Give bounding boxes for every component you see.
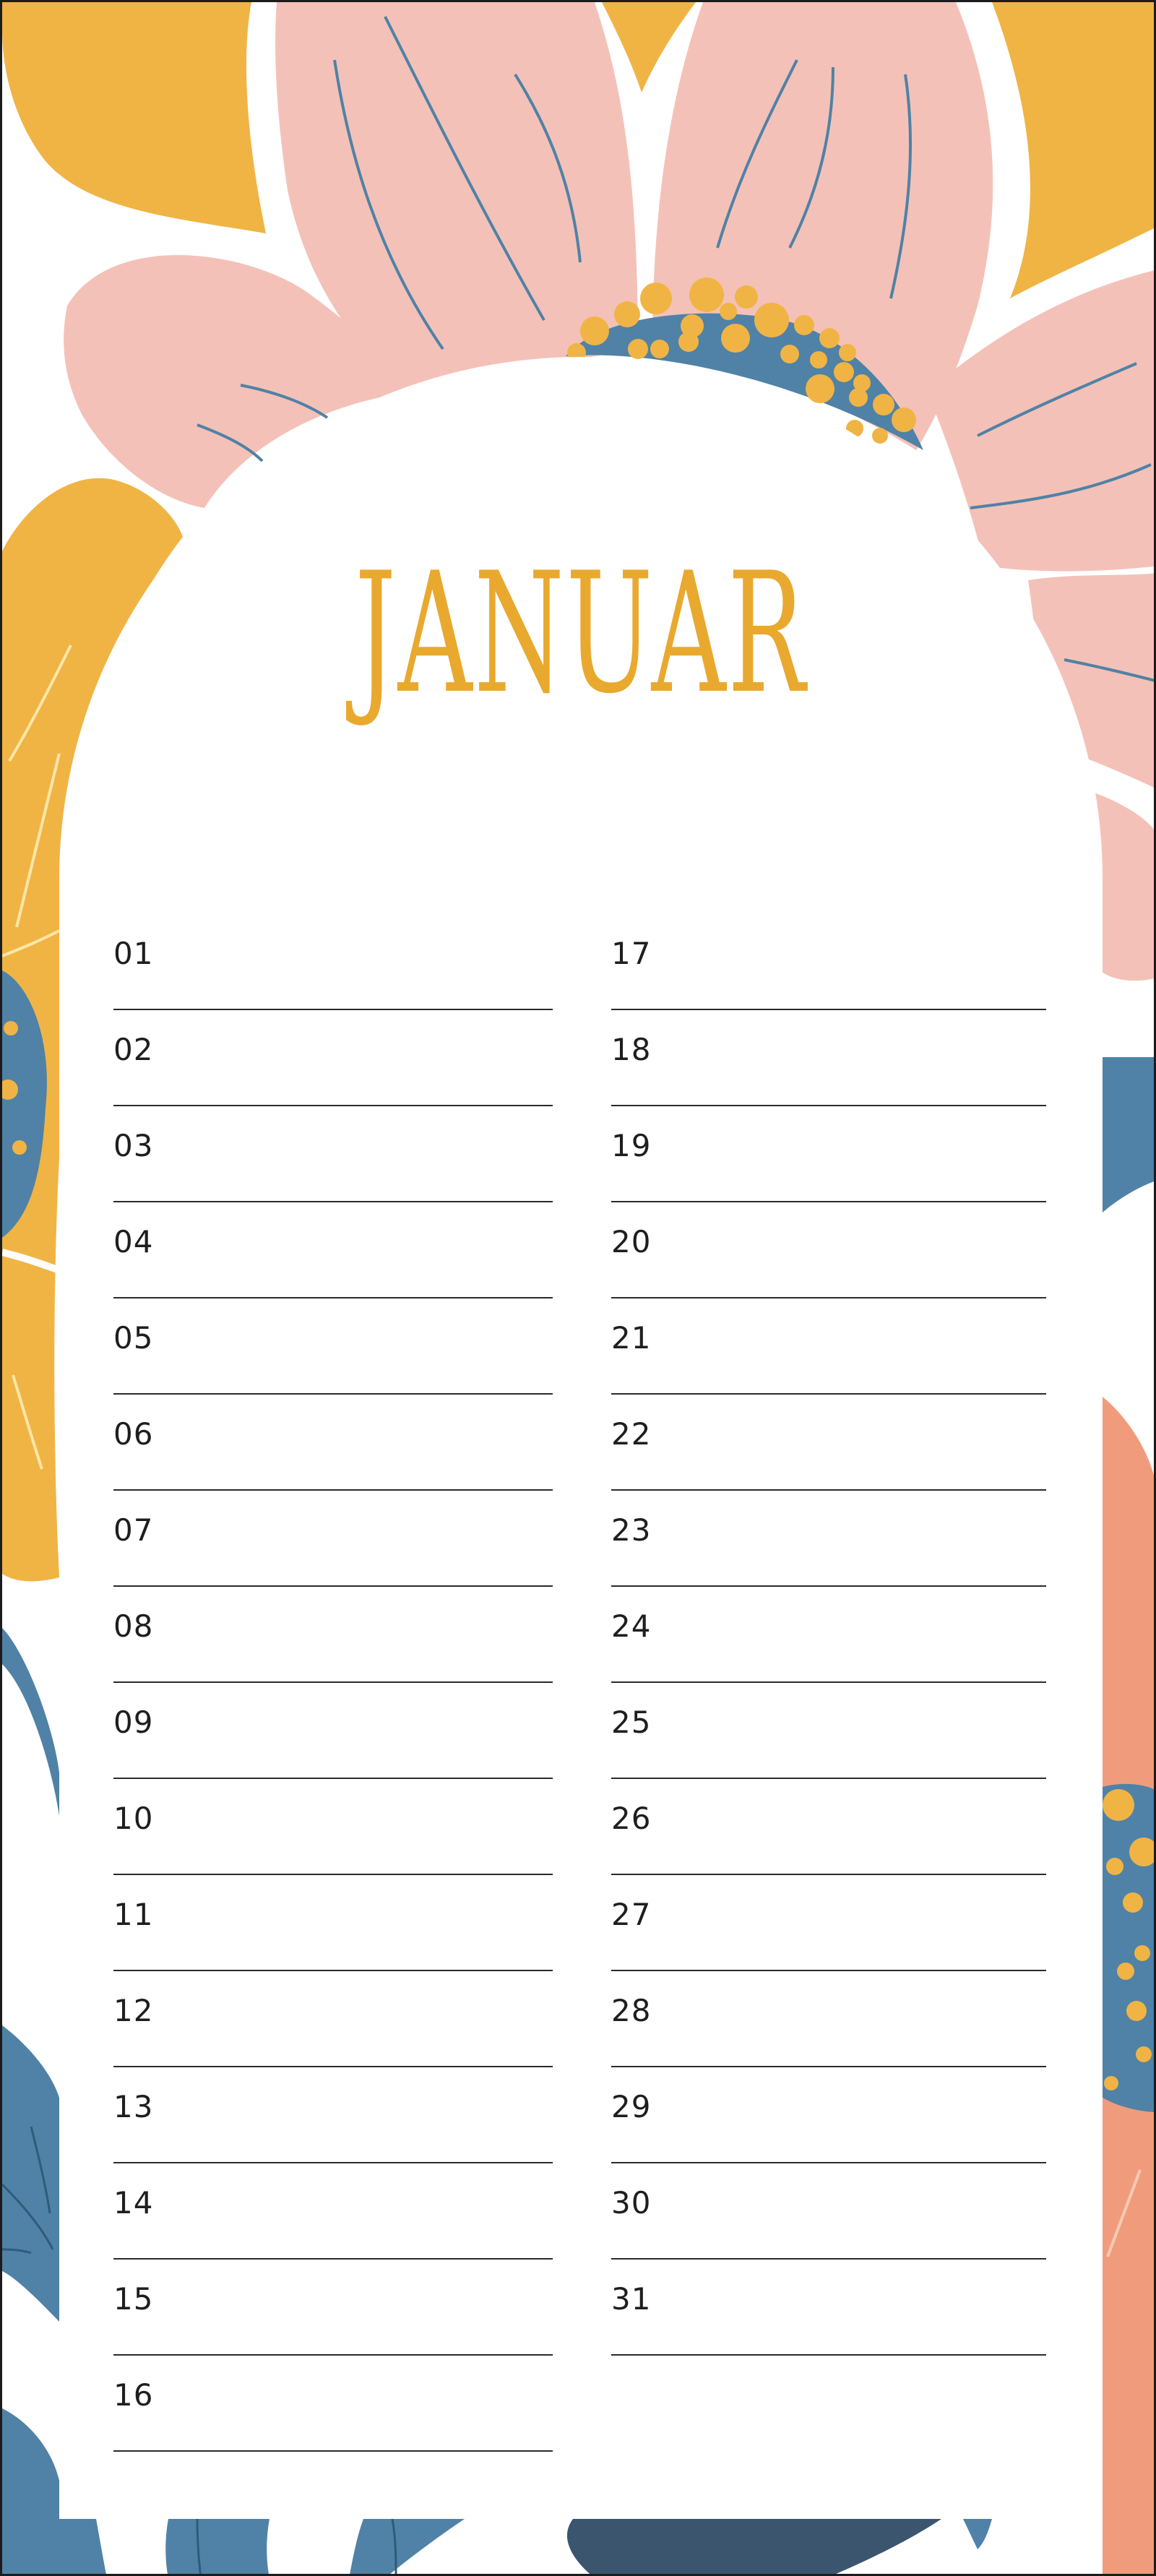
day-row — [113, 2260, 553, 2356]
day-number: 24 — [611, 1608, 652, 1644]
day-row — [113, 2067, 553, 2163]
month-title: JANUAR — [355, 538, 807, 731]
day-row — [113, 1395, 553, 1491]
day-number: 21 — [611, 1320, 652, 1356]
day-row — [611, 914, 1046, 1010]
day-row — [611, 1875, 1046, 1971]
day-number: 27 — [611, 1897, 652, 1932]
day-number: 18 — [611, 1032, 652, 1067]
day-number: 14 — [113, 2185, 154, 2220]
day-number: 12 — [113, 1993, 154, 2028]
day-row — [113, 1875, 553, 1971]
day-row — [611, 1683, 1046, 1779]
day-row — [113, 1010, 553, 1106]
day-number: 22 — [611, 1416, 652, 1452]
days-column-left — [113, 914, 553, 2452]
day-row — [113, 2356, 553, 2452]
day-row — [611, 2260, 1046, 2356]
day-row — [611, 1587, 1046, 1683]
day-row — [113, 1106, 553, 1202]
day-row — [611, 2067, 1046, 2163]
day-number: 13 — [113, 2089, 154, 2124]
day-row — [611, 1298, 1046, 1395]
day-row — [113, 1779, 553, 1875]
day-number: 11 — [113, 1897, 154, 1932]
day-row — [611, 1010, 1046, 1106]
day-row — [611, 1779, 1046, 1875]
day-number: 26 — [611, 1801, 652, 1836]
day-number: 05 — [113, 1320, 154, 1356]
day-number: 31 — [611, 2281, 652, 2317]
day-number: 19 — [611, 1128, 652, 1163]
days-column-right — [611, 914, 1046, 2356]
day-number: 07 — [113, 1512, 154, 1548]
day-row — [113, 1971, 553, 2067]
day-number: 17 — [611, 936, 652, 971]
day-row — [611, 1491, 1046, 1587]
day-row — [113, 1298, 553, 1395]
day-row — [113, 1202, 553, 1298]
day-number: 23 — [611, 1512, 652, 1548]
day-number: 28 — [611, 1993, 652, 2028]
day-row — [113, 1491, 553, 1587]
day-row — [611, 2163, 1046, 2260]
day-row — [113, 914, 553, 1010]
day-number: 08 — [113, 1608, 154, 1644]
day-number: 30 — [611, 2185, 652, 2220]
day-number: 01 — [113, 936, 154, 971]
day-number: 16 — [113, 2377, 154, 2413]
day-number: 25 — [611, 1705, 652, 1740]
day-number: 04 — [113, 1224, 154, 1259]
day-row — [611, 1106, 1046, 1202]
day-number: 29 — [611, 2089, 652, 2124]
day-row — [611, 1202, 1046, 1298]
day-row — [611, 1971, 1046, 2067]
day-number: 02 — [113, 1032, 154, 1067]
day-row — [113, 1587, 553, 1683]
day-number: 09 — [113, 1705, 154, 1740]
day-number: 10 — [113, 1801, 154, 1836]
day-number: 15 — [113, 2281, 154, 2317]
day-number: 20 — [611, 1224, 652, 1259]
day-number: 06 — [113, 1416, 154, 1452]
day-row — [611, 1395, 1046, 1491]
day-number: 03 — [113, 1128, 154, 1163]
day-row — [113, 1683, 553, 1779]
day-row — [113, 2163, 553, 2260]
